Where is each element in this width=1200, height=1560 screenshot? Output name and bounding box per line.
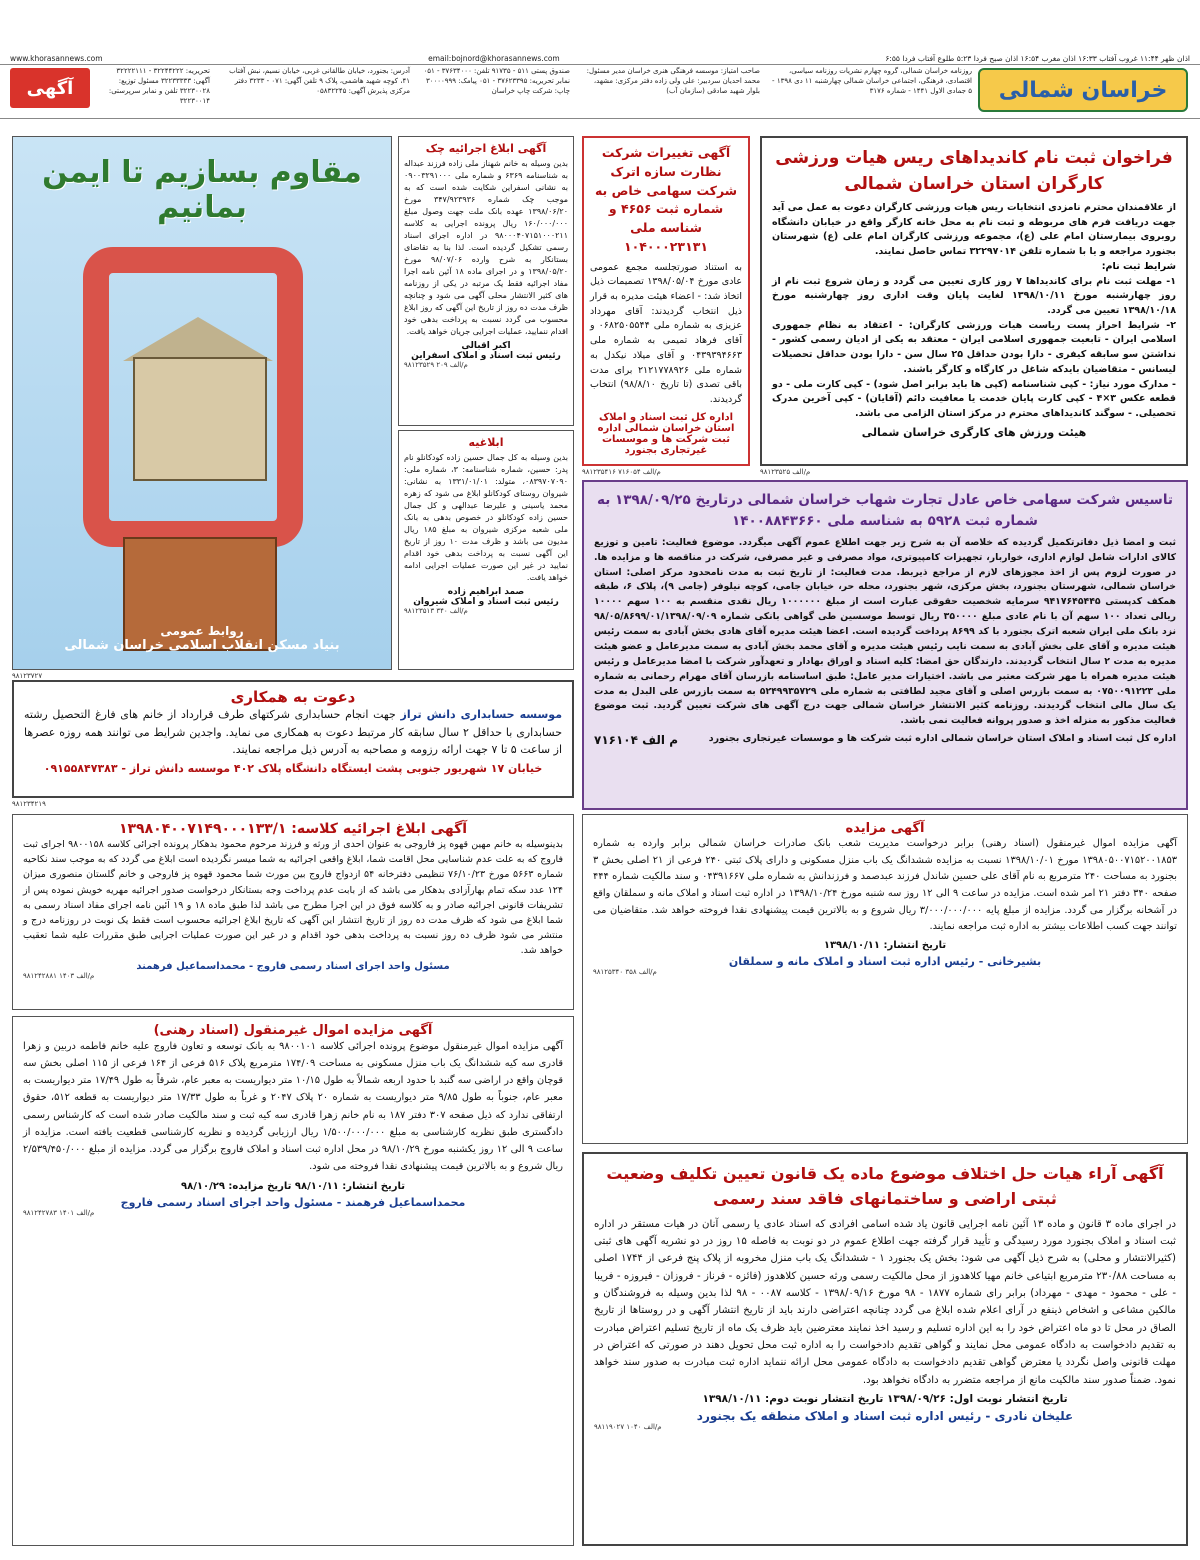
ad-code: م/الف ۷۱۶۰۵۴ ۹۸۱۲۳۵۴۱۶: [582, 468, 661, 476]
ad-body: جهت انجام حسابداری شرکتهای طرف قرارداد از خانم های فارغ التحصیل رشته حسابداری با حداقل ۲ سال سابقه کار مرتبط دعوت به همکاری می نماید. واجدین شرایط می توانند همه روزه عصرها از ساعت ۵ تا ۷ جهت ارائه رزومه و مصاحبه به آدرس ذیل مراجعه نمایند.: [24, 708, 562, 757]
ad-code: ۹۸۱۲۳۷۲۷: [12, 672, 43, 680]
ad-body: ۱- مهلت ثبت نام برای کاندیداها ۷ روز کاری تعیین می گردد و زمان شروع ثبت نام از روز چهارشنبه مورخ ۱۳۹۸/۱۰/۱۱ لغایت پایان وقت اداری روز چهارشنبه مورخ ۱۳۹۸/۱۰/۱۸ تعیین می گردد.: [772, 275, 1176, 317]
house-roof-icon: [123, 317, 273, 361]
header-info-4: آدرس: بجنورد، خیابان طالقانی غربی، خیابان نسیم، نبش آفتاب ۴۱، کوچه شهید هاشمی، پلاک ۹ تلفن آگهی: ۰۷۱ - ۳۲۳۳ دفتر مرکزی پذیرش آگهی: ۰۵۸۳۲۲۴۵: [229, 67, 410, 96]
ad-code: م/الف ۹۸۱۲۳۵۲۵: [760, 468, 811, 476]
ad-code: م/الف ۳۵۸ ۹۸۱۲۵۳۴۰: [593, 967, 657, 976]
ad-dates: تاریخ انتشار: ۱۳۹۸/۱۰/۱۱: [823, 939, 947, 951]
ad-signature: رئیس ثبت اسناد و املاک اسفراین: [411, 351, 561, 361]
ad-title: آگهی تغییرات شرکت نظارت سازه اترک شرکت سهامی خاص به شماره ثبت ۴۶۵۶ و شناسه ملی ۱۰۴۰۰۰۲۳۱۳۱: [594, 145, 738, 254]
header-email[interactable]: email:bojnord@khorasannews.com: [428, 54, 560, 63]
poster-footer: [13, 624, 391, 653]
ad-firm-name: موسسه حسابداری دانش تراز: [400, 708, 563, 721]
header-info-2: صاحب امتیاز: موسسه فرهنگی هنری خراسان مدیر مسئول: محمد احدیان سردبیر: علی ولی زاده دفتر مرکزی: مشهد، بلوار شهید صادقی (سازمان آب): [586, 67, 760, 96]
ad-signature: علیخان نادری - رئیس اداره ثبت اسناد و املاک منطقه یک بجنورد: [696, 1409, 1074, 1424]
ad-company-establishment: [582, 480, 1188, 810]
header-website[interactable]: www.khorasannews.com: [10, 54, 103, 63]
ad-title: آگهی آراء هیات حل اختلاف موضوع ماده یک قانون تعیین تکلیف وضعیت ثبتی اراضی و ساختمانهای فاقد سند رسمی: [606, 1164, 1164, 1208]
ad-body: از علاقمندان محترم نامزدی انتخابات ریس هیات ورزشی کارگران دعوت به عمل می آید جهت دریافت فرم های مربوطه و ثبت نام به محل خانه کارگر واقع در خیابان دانشگاه روبروی بیمارستان امام علی (ع)، مجموعه ورزشی کارگران امام علی (ع) شهرستان بجنورد مراجعه و یا با شماره تلفن ۳۲۲۹۷۰۱۴ تماس حاصل نمایند.: [772, 202, 1176, 258]
ad-dates: تاریخ انتشار نوبت اول: ۱۳۹۸/۰۹/۲۶ تاریخ انتشار نوبت دوم: ۱۳۹۸/۱۰/۱۱: [702, 1393, 1068, 1406]
ad-signature: هیئت ورزش های کارگری خراسان شمالی: [861, 425, 1087, 439]
ad-sports-registration: [760, 136, 1188, 466]
ad-body: در اجرای ماده ۳ قانون و ماده ۱۳ آئین نامه اجرایی قانون یاد شده اسامی افرادی که اسناد عادی یا رسمی آنان در هیات مستقر در اداره ثبت اسناد و املاک بجنورد مورد رسیدگی و تأیید قرار گرفته جهت اطلاع عموم در دو نوبت به فاصله ۱۵ روز در دو نشریه آگهی های ثبتی (کثیرالانتشار و محلی) به شرح ذیل آگهی می شود: بخش یک بجنورد ۱ - ششدانگ یک باب منزل مخروبه از پلاک پنج فرعی از ۱۷۴۴ اصلی به مساحت ۲۳۰/۸۸ مترمربع ابتیاعی خانم مهیا کلاهدوز از محل مالکیت رسمی ورثه حسین کلاهدوز (فائزه - فرناز - فروزان - فیروزه - فریبا - علی - محمود - مهدی - مهرداد) برابر رای شماره ۱۸۷۷ - ۹۸ مورخ ۱۳۹۸/۰۹/۱۶ - کلاسه ۰۰۸۷ - ۹۸ لذا بدین وسیله به فروشندگان و مالکین مشاعی و اشخاص ذینفع در آرای اعلام شده ابلاغ می گردد چنانچه اعتراضی دارند باید از تاریخ انتشار آگهی و در روستاها از تاریخ الصاق در محل تا دو ماه اعتراض خود را به این اداره تسلیم و رسید اخذ نمایند معترضین باید ظرف یک ماه از تاریخ تسلیم اعتراض مبادرت به تقدیم دادخواست به دادگاه عمومی محل نمایند و گواهی تقدیم دادخواست را به اداره ثبت محل تحویل دهند در صورتی که اعتراض در مهلت قانونی واصل نگردد یا معترض گواهی تقدیم دادخواست به دادگاه عمومی محل ارائه ننماید اداره ثبت مبادرت به صدور سند خواهد نمود. ضمناً صدور سند مالکیت مانع از مراجعه متضرر به دادگاه نخواهد بود.: [594, 1218, 1177, 1386]
ad-signature-name: صمد ابراهیم زاده: [447, 587, 525, 597]
ad-heading: شرایط ثبت نام:: [1101, 260, 1176, 272]
ad-signature: اداره کل ثبت اسناد و املاک استان خراسان شمالی اداره ثبت شرکت ها و موسسات غیرتجاری بجنورد: [597, 411, 735, 456]
ad-code: م/الف ۱۴۰۳ ۹۸۱۲۴۲۸۸۱: [23, 971, 95, 980]
ad-job-invitation: [12, 680, 574, 798]
ad-body: بدین وسیله به کل جمال حسین زاده کودکانلو نام پدر: حسین، شماره شناسنامه: ۳، شماره ملی: ۰۸۳۹۷۰۷۰۹۰، متولد: ۱۳۳۱/۰۱/۰۱ به نشانی: شیروان روستای کودکانلو ابلاغ می شود که زهره محمد یاسینی و علیرضا عبدالهی و کل جمال حسین زاده کودکانلو در خصوص بدهی به بانک ملی شعبه مرکزی شیروان به مبلغ ۱۸۵ ریال مدیون می باشد و ظرف مدت ۱۰ روز از تاریخ این آگهی نسبت به پرداخت بدهی خود اقدام نمایید در غیر این صورت عملیات اجرایی ادامه خواهد یافت.: [404, 453, 568, 582]
header-info-5: تحریریه: ۳۲۲۴۴۲۲۲ - ۳۲۲۲۲۱۱۱ آگهی: ۳۲۲۳۳۳۳۳ مسئول توزیع: ۳۲۲۳۰۰۲۸ تلفن و نمابر سرپرستی: ۳۲۲۳۰۰۱۴: [108, 67, 210, 106]
ad-address: خیابان ۱۷ شهریور جنوبی پشت ایستگاه دانشگاه پلاک ۴۰۲ موسسه دانش تراز - ۰۹۱۵۵۸۴۷۳۸۳: [43, 761, 543, 775]
ad-body-wrap: [24, 706, 562, 759]
housing-foundation-poster: [12, 136, 392, 670]
ad-auction: [582, 814, 1188, 1144]
ad-signature: بشیرخانی - رئیس اداره ثبت اسناد و املاک مانه و سملقان: [728, 954, 1042, 968]
ad-body: به استناد صورتجلسه مجمع عمومی عادی مورخ ۱۳۹۸/۰۵/۰۴ تصمیمات ذیل اتخاذ شد: - اعضاء هیئت مدیره به قرار ذیل انتخاب گردیدند: آقای مهرداد عزیزی به شماره ملی ۰۶۸۲۵۰۵۵۴۴ و آقای فرهاد تمیمی به شماره ملی ۰۴۳۹۳۹۴۶۶۳ و آقای میلاد نیکدل به شماره ملی ۲۱۲۱۷۷۸۹۲۶ برای مدت باقی تصدی (تا تاریخ ۹۸/۸/۱۰) انتخاب گردیدند.: [590, 261, 742, 405]
ad-title: آگهی مزایده اموال غیرمنقول (اسناد رهنی): [153, 1023, 433, 1038]
header-topline: [10, 54, 1190, 63]
ad-signature: مسئول واحد اجرای اسناد رسمی فاروج - محمداسماعیل فرهمند: [136, 960, 450, 972]
masthead-logo: خراسان شمالی: [978, 68, 1188, 112]
ad-body: آگهی مزایده اموال غیرمنقول موضوع پرونده اجرائی کلاسه ۹۸۰۰۱۰۱ به بانک توسعه و تعاون فاروج علیه خانم فاطمه دربین و زهرا قادری سه کیه ششدانگ یک باب منزل مسکونی به مساحت ۱۷۴/۰۹ مترمربع پلاک ۵۱۶ فرعی از ۱۶۴ فرعی از ۱۱۵ اصلی بخش سه قوچان واقع در اراضی سه گنبد با حدود اربعه شمالاً به طول ۱۰/۱۵ متر دیواریست به معبر عام، شرقاً به طول ۱۷/۴۹ متر دیواریست به معبر عام، جنوباً به طول ۹/۸۵ متر دیواریست به شماره ۲۰ پلاک ۲۰۴۷ و غرباً به طول ۱۷/۳۳ متر دیواریست به قطعه ۵۱۲، حقوق ارتفاقی ندارد که ذیل صفحه ۳۰۷ دفتر ۱۸۷ به نام خانم زهرا قادری سه کیه ثبت و سند مالکیت صادر شده است که کارشناس رسمی دادگستری طبق نظریه کارشناسی به مبلغ ۱/۵۰۰/۰۰۰/۰۰۰ ریال ارزیابی گردیده و نظریه کارشناسی قطعیت یافته است. مزایده از ساعت ۹ الی ۱۲ روز یکشنبه مورخ ۹۸/۱۰/۲۹ در محل اداره ثبت اسناد و املاک فاروج برگزار می گردد. مزایده از مبلغ ۲/۵۳۹/۴۵۰/۰۰۰ ریال شروع و به بالاترین قیمت پیشنهادی نقدا فروخته می شود.: [23, 1041, 564, 1172]
ad-body: بدینوسیله به خانم مهین قهوه پز فاروجی به عنوان احدی از ورثه و فرزند مرحوم محمود بدهکار پرونده اجرائی کلاسه ۹۸۰۰۱۵۸ اجرای ثبت فاروج که به علت عدم شناسایی محل اقامت شما، ابلاغ واقعی اجرائیه به شما میسر نگردیده است ابلاغ می گردد که به موجب سند نکاحیه شماره ۵۶۶۳ مورخ ۷۶/۱۰/۲۳ تنظیمی دفترخانه ۵۴ ازدواج فاروج بین مورث شما محمود قهوه پز فاروجی و خانم گلستان منصوری میزان ۱۲۴ عدد سکه تمام بهارآزادی بدهکار می باشد که از بابت عدم پرداخت وجه بستانکار درخواست صدور اجرائیه مهریه خویش نموده پس از تشریفات قانونی اجرائیه صادر و به کلاسه فوق در این اجرا مطرح می باشد لذا طبق ماده ۱۸ و ۱۹ آئین نامه اجرای مفاد اسناد رسمی به شما ابلاغ می شود که ظرف مدت ده روز از تاریخ انتشار این آگهی که تاریخ ابلاغ اجرائیه محسوب است فقط یک نوبت در روزنامه درج و منتشر می شود ظرف ده روز نسبت به پرداخت بدهی خود اقدام و در غیر این صورت عملیات اجرایی طبق مقررات علیه شما تعقیب خواهد شد.: [23, 839, 564, 957]
ad-body: بدین وسیله به خانم شهناز ملی زاده فرزند عبداله به شناسنامه ۶۳۶۹ و شماره ملی ۰۹۰۰۳۲۹۱۰۰۰ به نشانی اسفراین شکایت شده است که به موجب چک شماره ۳۴۷/۹۲۳۹۳۶ مورخ ۱۳۹۸/۰۶/۲۰ عهده بانک ملت جهت وصول مبلغ ۱۶۰/۰۰۰/۰۰۰ ریال پرونده اجرایی به کلاسه ۹۸۰۰۰۴۰۷۱۵۱۰۰۰۲۱۱ در اداره اجرای اسناد رسمی تشکیل گردیده است. لذا بنا به تقاضای بستانکار به شرح وارده ۹۸/۰۷/۰۶ مورخ ۱۳۹۸/۰۵/۲۰ و در اجرای ماده ۱۸ آئین نامه اجرا مفاد اجرائیه فقط یک مرتبه در یکی از روزنامه های کثیر الانتشار محلی آگهی می شود و چنانچه ظرف مدت ده روز از تاریخ این آگهی که روز ابلاغ محسوب می گردد نسبت به پرداخت بدهی خود اقدام ننمایید، عملیات اجرایی جریان خواهد یافت.: [404, 159, 569, 336]
house-icon: [133, 357, 267, 481]
poster-footer-line2: بنیاد مسکن انقلاب اسلامی خراسان شمالی: [64, 638, 340, 653]
ad-title: آگهی مزایده: [845, 821, 925, 836]
ad-code: م/الف ۳۴۰ ۹۸۱۲۳۵۱۳: [404, 607, 468, 615]
ad-title: آگهی ابلاغ اجرائیه چک: [425, 142, 547, 155]
ad-notification: [398, 430, 574, 670]
ad-body: ثبت و امضا ذیل دفاترتکمیل گردیده که خلاصه آن به شرح زیر جهت اطلاع عموم آگهی میگردد. موضوع فعالیت: تامین و توزیع کالای ادارات شامل لوازم اداری، خواربار، تجهیزات کامپیوتری، مواد مصرفی و غیر مصرفی، شرکت در مناقصه ها و مزایده ها. در صورت لزوم پس از اخذ مجوزهای لازم از مراجع ذیربط. مدت فعالیت: از تاریخ ثبت به مدت نامحدود مرکز اصلی: استان خراسان شمالی، شهرستان بجنورد، بخش مرکزی، شهر بجنورد، محله حر، خیابان جامی، کوچه نیلوفر (جامی ۹)، پلاک ۶، طبقه همکف کدپستی ۹۴۱۷۶۴۵۴۴۵ سرمایه شخصیت حقوقی عبارت است از مبلغ ۱۰۰۰۰۰۰ ریال نقدی منقسم به ۱۰۰ سهم ۱۰۰۰۰ ریالی تعداد ۱۰۰ سهم آن با نام عادی مبلغ ۳۵۰۰۰۰ ریال توسط موسسین طی گواهی بانکی شماره ۹۸/۰۵/۸۶۹۹/۰۱/۱۳۹۸/۰۹/۰۹ نزد بانک ملی ایران شعبه اترک بجنورد با کد ۸۶۹۹ پرداخت گردیده است. اعضا هیئت مدیره آقای هادی بخش آبادی به سمت رئیس هیئت مدیره و آقای علی بخش آبادی به سمت نایب رئیس هیئت مدیره و آقای محمد بخش آبادی به سمت مدیرعامل و عضو هیئت مدیره به مدت ۲ سال انتخاب گردیدند. دارندگان حق امضا: کلیه اسناد و اوراق بهادار و تعهدآور شرکت با امضا مدیرعامل و رئیس هیئت مدیره همراه با مهر شرکت معتبر می باشد. اختیارات مدیر عامل: طبق اساسنامه بازرسان آقای مهرام رحمانی به شماره ملی ۰۷۵۰۰۹۱۲۲۳ به سمت بازرس اصلی و آقای مجید لطافتی به شماره ملی ۵۲۴۹۹۳۵۷۲۹ به سمت بازرس علی البدل به مدت یک سال مالی انتخاب گردیدند. روزنامه کثیر الانتشار خراسان شمالی جهت درج آگهی های شرکت تعیین گردید. ثبت موضوع فعالیت مذکور به منزله اخذ و صدور پروانه فعالیت نمی باشد.: [594, 536, 1176, 727]
ad-check-execution: [398, 136, 574, 426]
ad-code: م/الف ۱۴۰۱ ۹۸۱۲۴۲۷۸۳: [23, 1209, 95, 1218]
ad-real-estate-auction: [12, 1016, 574, 1546]
ad-body: آگهی مزایده اموال غیرمنقول (اسناد رهنی) برابر درخواست مدیریت شعب بانک صادرات خراسان شمالی برابر وارده به شماره ۱۳۹۸۰۵۰۰۷۱۵۲۰۰۱۸۵۳ مورخ ۱۳۹۸/۱۰/۰۱ نسبت به مزایده ششدانگ یک باب منزل مسکونی و دارای پلاک ثبتی ۲۴۰ فرعی از ۲۱ اصلی بخش ۳ بجنورد به مساحت ۲۴۰ مترمربع به نام آقای علی حسین شاندل فرزند عبدصمد و فرزندانش به شماره ملی ۰۴۳۹۱۶۶۷ و سند مالکیت شماره ۴۴۴ صفحه ۳۴۰ دفتر ۲۱ امر شده است. مزایده در ساعت ۹ الی ۱۲ روز سه شنبه مورخ ۱۳۹۸/۱۰/۲۴ در اداره ثبت اسناد و املاک مانه و سملقان واقع در آشخانه برگزار می گردد. مزایده از مبلغ پایه ۳/۰۰۰/۰۰۰/۰۰۰ ریال شروع و به بالاترین قیمت پیشنهادی نقدا فروخته خواهد شد. متقاضیان می توانند جهت کسب اطلاعات بیشتر به اداره ثبت مراجعه نمایند.: [593, 838, 1178, 933]
ad-body: ۲- شرایط احراز پست ریاست هیات ورزشی کارگران: - اعتقاد به نظام جمهوری اسلامی ایران - تابعیت جمهوری اسلامی ایران - معتقد به یکی از ادیان رسمی کشور - نداشتن سو سابقه کیفری - دارا بودن حداقل ۲۵ سال سن - دارا بودن حداقل تحصیلات لیسانس - متقاضیان بایدکه شاغل در کارگاه و کارگر باشند.: [772, 319, 1176, 375]
ad-signature: رئیس ثبت اسناد و املاک شیروان: [413, 597, 559, 607]
ad-signature-name: اکبر اقبالی: [461, 341, 511, 351]
ad-title: تاسیس شرکت سهامی خاص عادل تجارت شهاب خراسان شمالی درتاریخ ۱۳۹۸/۰۹/۲۵ به شماره ثبت ۵۹۲۸ به شناسه ملی ۱۴۰۰۸۸۴۳۶۶۰: [597, 492, 1173, 529]
ad-body: - مدارک مورد نیاز: - کپی شناسنامه (کپی ها باید برابر اصل شود) - کپی کارت ملی - دو قطعه عکس ۳×۴ - کپی کارت پایان خدمت یا معافیت دائم (آقایان) - کپی آخرین مدرک تحصیلی. - سوگند کاندیداهای محترم در مرکز استان الزامی می باشد.: [772, 378, 1176, 420]
ad-code: م الف ۷۱۶۱۰۴: [594, 733, 679, 748]
ad-dates: تاریخ انتشار: ۹۸/۱۰/۱۱ تاریخ مزایده: ۹۸/۱۰/۲۹: [181, 1181, 405, 1193]
ad-title: فراخوان ثبت نام کاندیداهای ریس هیات ورزشی کارگران استان خراسان شمالی: [775, 148, 1173, 194]
poster-footer-line1: روابط عمومی: [160, 624, 244, 638]
ad-signature: اداره کل ثبت اسناد و املاک استان خراسان شمالی اداره ثبت شرکت ها و موسسات غیرتجاری بجنورد: [708, 733, 1176, 745]
ad-company-changes: [582, 136, 750, 466]
prayer-times: اذان ظهر ۱۱:۴۴ غروب آفتاب ۱۶:۳۳ اذان مغرب ۱۶:۵۴ اذان صبح فردا ۵:۲۳ طلوع آفتاب فردا ۶:۵۵: [885, 54, 1190, 63]
ad-title: دعوت به همکاری: [230, 688, 356, 706]
ad-code: م/الف ۱۰۴۰ ۹۸۱۱۹۰۲۷: [594, 1423, 662, 1432]
ad-code: م/الف ۲۰۹ ۹۸۱۲۳۵۲۹: [404, 361, 468, 369]
poster-title: مقاوم بسازیم تا ایمن بمانیم: [42, 155, 362, 225]
header-info-3: صندوق پستی ۵۱۱ - ۹۱۷۳۵ تلفن: ۳۷۶۳۴۰۰۰ - ۰۵۱ نمابر تحریریه: ۳۷۶۲۳۳۹۵ - ۰۵۱ پیامک: ۳۰۰۰۰۹۹۹ چاپ: شرکت چاپ خراسان: [423, 67, 570, 96]
ad-title: آگهی ابلاغ اجرائیه کلاسه: ۱۳۹۸۰۴۰۰۷۱۴۹۰۰۰۱۳۳/۱: [118, 821, 468, 837]
ad-code: ۹۸۱۲۳۴۲۱۹: [12, 800, 46, 808]
page-header: [0, 0, 1200, 118]
ad-execution-class: [12, 814, 574, 1010]
ad-dispute-resolution: [582, 1152, 1188, 1546]
ad-title: ابلاغیه: [468, 436, 504, 449]
ad-signature: محمداسماعیل فرهمند - مسئول واحد اجرای اسناد رسمی فاروج: [120, 1196, 466, 1210]
ad-section-label: آگهی: [10, 68, 90, 108]
header-info-1: روزنامه خراسان شمالی، گروه چهارم نشریات روزنامه سیاسی، اقتصادی، فرهنگی، اجتماعی خراسان شمالی چهارشنبه ۱۱ دی ۱۳۹۸ - ۵ جمادی الاول ۱۴۴۱ - شماره ۳۱۷۶: [772, 67, 972, 96]
